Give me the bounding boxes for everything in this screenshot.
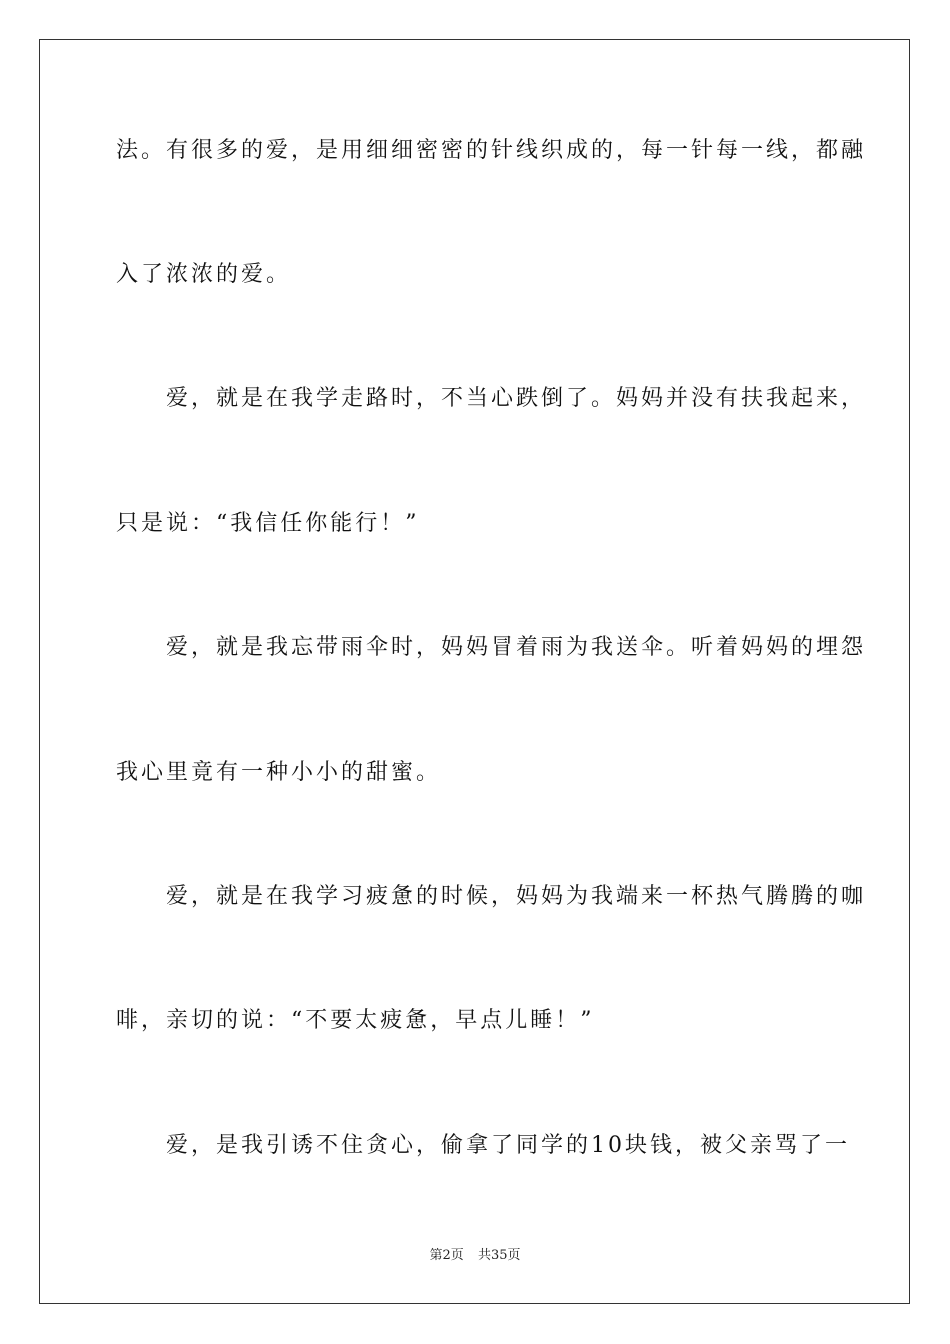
text-line: 爱，就是在我学习疲惫的时候，妈妈为我端来一杯热气腾腾的咖: [116, 884, 867, 909]
text-line: 爱，就是我忘带雨伞时，妈妈冒着雨为我送伞。听着妈妈的埋怨: [116, 635, 867, 660]
text-line: 我心里竟有一种小小的甜蜜。: [116, 760, 442, 785]
page-total: 共35页: [477, 1248, 521, 1263]
text-line: 入了浓浓的爱。: [116, 262, 292, 287]
page-number: 第2页: [429, 1248, 464, 1263]
page-footer: [0, 1247, 950, 1265]
page-frame: [39, 39, 910, 1304]
text-line: 爱，就是在我学走路时，不当心跌倒了。妈妈并没有扶我起来，: [116, 386, 867, 411]
text-line: 只是说：“我信任你能行！”: [116, 511, 420, 536]
text-line: 啡，亲切的说：“不要太疲惫，早点儿睡！”: [116, 1008, 595, 1033]
text-line: 爱，是我引诱不住贪心，偷拿了同学的10块钱，被父亲骂了一: [116, 1133, 850, 1158]
text-line: 法。有很多的爱，是用细细密密的针线织成的，每一针每一线，都融: [116, 138, 867, 163]
